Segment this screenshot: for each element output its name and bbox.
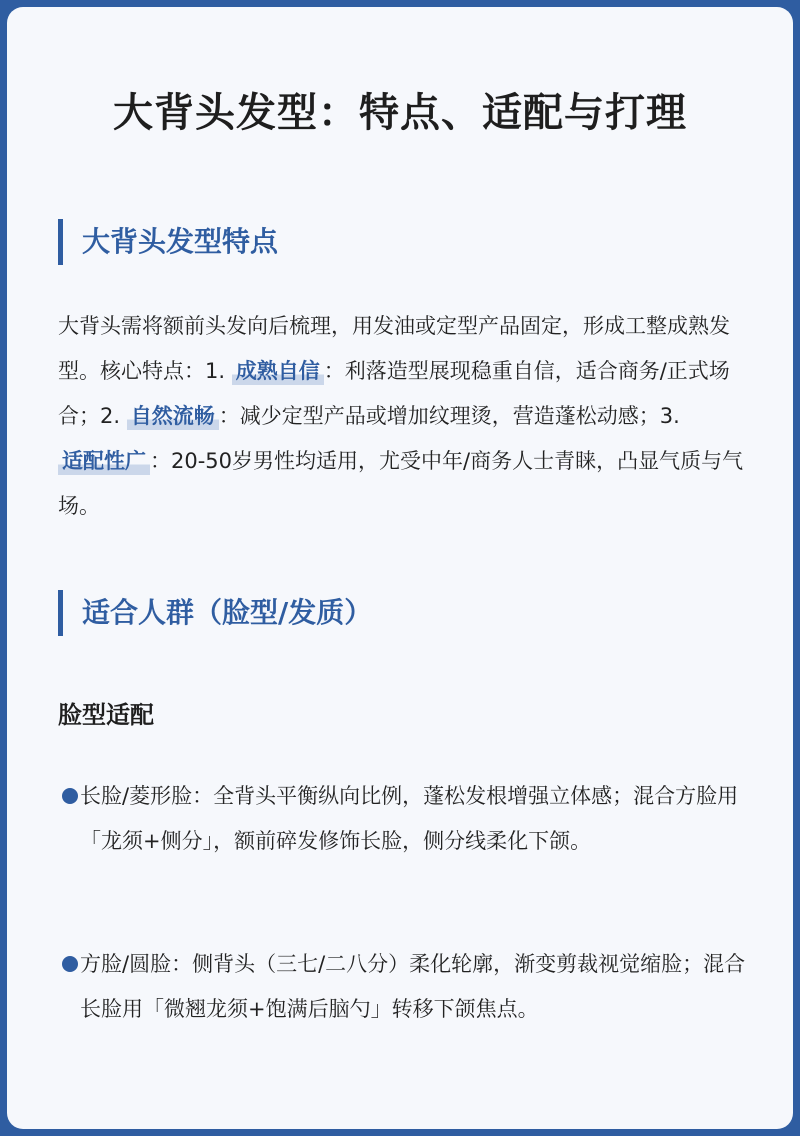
list-item [58, 774, 758, 864]
list-item-text: 方脸/圆脸：侧背头（三七/二八分）柔化轮廓，渐变剪裁视觉缩脸；混合长脸用「微翘龙须+饱满后脑勺」转移下颌焦点。 [80, 952, 746, 1021]
features-text-part-4: ：20-50岁男性均适用，尤受中年/商务人士青睐，凸显气质与气场。 [58, 449, 744, 518]
features-text-part-2: ：利落造型展现稳重自信，适合商务/正式场合；2. [58, 359, 730, 428]
bullet-dot-icon [62, 788, 78, 804]
list-item-text: 长脸/菱形脸：全背头平衡纵向比例，蓬松发根增强立体感；混合方脸用「龙须+侧分」，额前碎发修饰长脸，侧分线柔化下颌。 [80, 784, 739, 853]
highlight-versatile: 适配性广 [58, 447, 150, 475]
bullet-dot-icon [62, 956, 78, 972]
features-text-part-1: 大背头需将额前头发向后梳理，用发油或定型产品固定，形成工整成熟发型。核心特点：1. [58, 314, 730, 383]
list-item [58, 942, 758, 1032]
highlight-natural: 自然流畅 [127, 402, 219, 430]
features-text-part-3: ：减少定型产品或增加纹理烫，营造蓬松动感；3. [218, 404, 680, 428]
highlight-confident: 成熟自信 [232, 357, 324, 385]
subheading-face-shape: 脸型适配 [58, 701, 154, 729]
page-title: 大背头发型：特点、适配与打理 [113, 90, 687, 136]
section-heading-features: 大背头发型特点 [58, 219, 278, 265]
content-card [7, 7, 793, 1129]
features-paragraph [58, 304, 758, 529]
section-heading-suitable: 适合人群（脸型/发质） [58, 590, 372, 636]
